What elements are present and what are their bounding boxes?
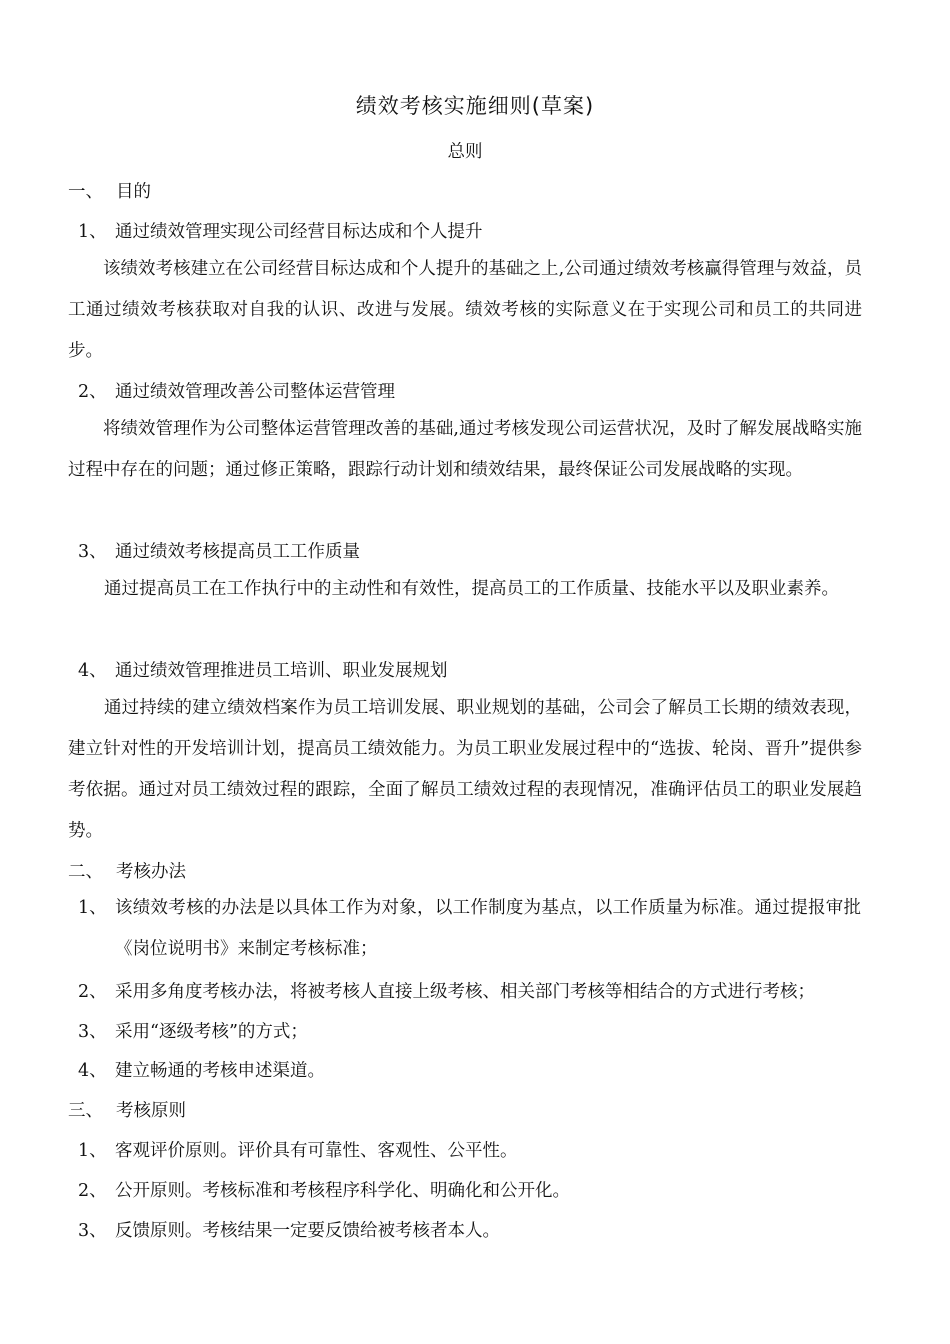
item-number: 4、 [78, 1061, 107, 1081]
item-text: 采用“逐级考核”的方式； [115, 1022, 308, 1042]
item-text: 反馈原则。考核结果一定要反馈给被考核者本人。 [115, 1221, 500, 1241]
item-text: 采用多角度考核办法，将被考核人直接上级考核、相关部门考核等相结合的方式进行考核； [115, 982, 815, 1002]
paragraph: 通过持续的建立绩效档案作为员工培训发展、职业规划的基础，公司会了解员工长期的绩效表现，建立针对性的开发培训计划，提高员工绩效能力。为员工职业发展过程中的“选拔、轮岗、晋升”提供参考依据。通过对员工绩效过程的跟踪，全面了解员工绩效过程的表现情况，准确评估员工的职业发展趋势。 [68, 698, 862, 841]
section-title: 考核办法 [116, 862, 186, 882]
section-title: 目的 [116, 182, 151, 202]
item-number: 1、 [78, 1141, 107, 1161]
list-item [78, 1018, 308, 1043]
section-heading [68, 178, 151, 203]
section-heading [68, 1097, 186, 1122]
item-text: 客观评价原则。评价具有可靠性、客观性、公平性。 [115, 1141, 518, 1161]
list-item [78, 218, 483, 243]
list-item [78, 1217, 500, 1242]
paragraph: 通过提高员工在工作执行中的主动性和有效性，提高员工的工作质量、技能水平以及职业素养。 [104, 579, 839, 599]
list-item [78, 378, 395, 403]
item-number: 1、 [78, 222, 107, 242]
item-text: 建立畅通的考核申述渠道。 [115, 1061, 325, 1081]
item-text: 公开原则。考核标准和考核程序科学化、明确化和公开化。 [115, 1181, 570, 1201]
item-text: 通过绩效考核提高员工工作质量 [115, 542, 360, 562]
item-number: 1、 [78, 898, 107, 918]
item-text: 该绩效考核的办法是以具体工作为对象，以工作制度为基点，以工作质量为标准。通过提报审批《岗位说明书》来制定考核标准； [115, 898, 861, 959]
item-number: 2、 [78, 982, 107, 1002]
document-subtitle: 总则 [447, 142, 483, 162]
list-item [78, 978, 815, 1003]
item-text: 通过绩效管理改善公司整体运营管理 [115, 382, 395, 402]
list-item [78, 657, 448, 682]
list-item [78, 538, 360, 563]
item-number: 2、 [78, 382, 107, 402]
item-number: 4、 [78, 661, 107, 681]
list-item [78, 888, 862, 970]
section-heading [68, 858, 186, 883]
item-text: 通过绩效管理推进员工培训、职业发展规划 [115, 661, 448, 681]
paragraph: 将绩效管理作为公司整体运营管理改善的基础,通过考核发现公司运营状况，及时了解发展战略实施过程中存在的问题；通过修正策略，跟踪行动计划和绩效结果，最终保证公司发展战略的实现。 [68, 419, 862, 480]
section-number: 二、 [68, 862, 103, 882]
list-item [78, 1137, 518, 1162]
item-number: 2、 [78, 1181, 107, 1201]
item-number: 3、 [78, 1022, 107, 1042]
item-number: 3、 [78, 1221, 107, 1241]
item-text: 通过绩效管理实现公司经营目标达成和个人提升 [115, 222, 483, 242]
section-number: 三、 [68, 1101, 103, 1121]
section-title: 考核原则 [116, 1101, 186, 1121]
item-number: 3、 [78, 542, 107, 562]
list-item [78, 1177, 570, 1202]
list-item [78, 1057, 325, 1082]
paragraph: 该绩效考核建立在公司经营目标达成和个人提升的基础之上,公司通过绩效考核赢得管理与效益，员工通过绩效考核获取对自我的认识、改进与发展。绩效考核的实际意义在于实现公司和员工的共同进步。 [68, 259, 862, 361]
section-number: 一、 [68, 182, 103, 202]
document-title: 绩效考核实施细则(草案) [355, 94, 595, 118]
